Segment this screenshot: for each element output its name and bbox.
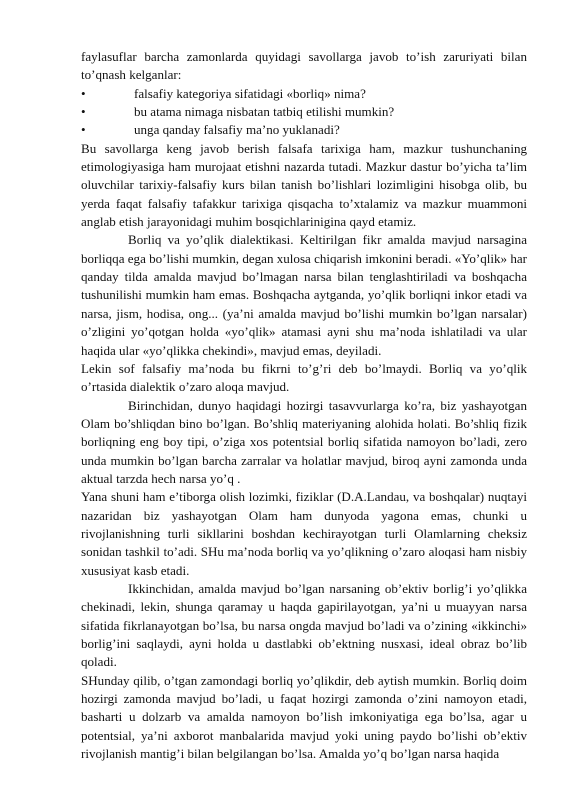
bullet-icon: •	[81, 85, 86, 101]
list-item	[81, 121, 527, 139]
body-paragraph: Borliq va yo’qlik dialektikasi. Keltirilgan fikr amalda mavjud narsagina borliqqa ega bo’lishi mumkin, degan xulosa chiqarish imkonini beradi. «Yo’qlik» har qanday tilda amalda mavjud bo’lmagan narsa bilan tenglashtiriladi va boshqacha tushunilishi mumkin ham emas. Boshqacha aytganda, yo’qlik borliqni inkor etadi va narsa, jism, hodisa, ong... (ya’ni amalda mavjud bo’lishi mumkin bo’lgan narsalar) o’zligini yo’qotgan holda «yo’qlik» atamasi ayni shu ma’noda ishlatiladi va ular haqida ular «yo’qlikka chekindi», mavjud emas, deyiladi.	[81, 232, 527, 358]
question-list	[81, 85, 527, 140]
intro-paragraph: faylasuflar barcha zamonlarda quyidagi savollarga javob to’ish zaruriyati bilan to’qnash kelganlar:	[81, 49, 527, 83]
list-item	[81, 85, 527, 103]
body-paragraph: Birinchidan, dunyo haqidagi hozirgi tasavvurlarga ko’ra, biz yashayotgan Olam bo’shliqdan bino bo’lgan. Bo’shliq materiyaning alohida holati. Bo’shliq fizik borliqning eng boy tipi, o’ziga xos potentsial borliq sifatida namoyon bo’ladi, zero unda mumkin bo’lgan barcha zarralar va holatlar mavjud, biroq ayni zamonda unda aktual tarzda hech narsa yo’q .	[81, 397, 527, 486]
body-paragraph: Lekin sof falsafiy ma’noda bu fikrni to’g’ri deb bo’lmaydi. Borliq va yo’qlik o’rtasida dialektik o’zaro aloqa mavjud.	[81, 360, 527, 395]
body-paragraph: Ikkinchidan, amalda mavjud bo’lgan narsaning ob’ektiv borlig’i yo’qlikka chekinadi, lekin, shunga qaramay u haqda gapirilayotgan, ya’ni u muayyan narsa sifatida fikrlanayotgan bo’lsa, bu narsa ongda mavjud bo’ladi va o’zining «ikkinchi» borlig’ini saqlaydi, ayni holda u dastlabki ob’ektning nusxasi, ideal obraz bo’lib qoladi.	[81, 580, 527, 670]
bullet-icon: •	[81, 104, 86, 120]
body-paragraph: Bu savollarga keng javob berish falsafa tarixiga ham, mazkur tushunchaning etimologiyasiga ham murojaat etishni nazarda tutadi. Mazkur dastur bo’yicha ta’lim oluvchilar tarixiy-falsafiy kurs bilan tanish bo’lishlari lozimligini hisobga olib, bu yerda faqat falsafiy tafakkur tarixiga qisqacha to’xtalamiz va mazkur muammoni anglab etish jarayonidagi muhim bosqichlarinigina qayd etamiz.	[81, 140, 527, 230]
list-item-text: unga qanday falsafiy ma’no yuklanadi?	[134, 122, 340, 138]
list-item-text: bu atama nimaga nisbatan tatbiq etilishi mumkin?	[134, 104, 395, 120]
list-item	[81, 103, 527, 121]
body-paragraph: Yana shuni ham e’tiborga olish lozimki, fiziklar (D.A.Landau, va boshqalar) nuqtayi nazaridan biz yashayotgan Olam ham dunyoda yagona emas, chunki u rivojlanishning turli sikllarini boshdan kechirayotgan turli Olamlarning cheksiz sonidan tashkil to’adi. SHu ma’noda borliq va yo’qlikning o’zaro aloqasi ham nisbiy xususiyat kasb etadi.	[81, 489, 527, 578]
bullet-icon: •	[81, 122, 86, 138]
document-page	[81, 48, 527, 763]
list-item-text: falsafiy kategoriya sifatidagi «borliq» nima?	[134, 85, 366, 101]
body-paragraph: SHunday qilib, o’tgan zamondagi borliq yo’qlikdir, deb aytish mumkin. Borliq doim hozirgi zamonda mavjud bo’ladi, u faqat hozirgi zamonda o’zini namoyon etadi, basharti u dolzarb va amalda namoyon bo’lish imkoniyatiga ega bo’lsa, agar u potentsial, ya’ni axborot manbalarida mavjud yoki uning paydo bo’lishi ob’ektiv rivojlanish mantig’i bilan belgilangan bo’lsa. Amalda yo’q bo’lgan narsa haqida	[81, 672, 527, 762]
